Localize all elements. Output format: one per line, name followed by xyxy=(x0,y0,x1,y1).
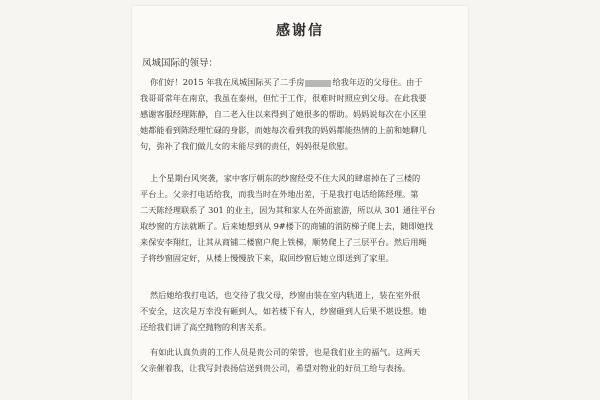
letter-paper xyxy=(132,6,468,400)
letter-line: 还给我们讲了高空抛物的利害关系。 xyxy=(140,322,272,332)
letter-line: 取纱窗的方法就断了。后来她想到从 9#楼下的商铺的消防梯子爬上去，随即她找 xyxy=(140,221,434,231)
letter-line-text: 你们好！2015 年我在凤城国际买了二手房 xyxy=(150,77,305,87)
letter-line: 她都能看到陈经理忙碌的身影，而她每次看到我的妈妈都能热情的上前和她聊几 xyxy=(140,125,427,135)
letter-line: 父亲催着我，让我写封表扬信送到贵公司，希望对物业的好员工给与表扬。 xyxy=(140,363,411,373)
letter-line: 不安全，这次是万幸没有砸到人，如若楼下有人，纱窗砸到人后果不堪设想。她 xyxy=(140,306,427,316)
letter-line: 二天陈经理联系了 301 的业主，因为其和家人在外面旅游，所以从 301 通往平台 xyxy=(140,205,436,215)
letter-salutation: 凤城国际的领导： xyxy=(142,58,219,69)
letter-line: 我哥哥常年在南京，我虽在泰州，但忙于工作，很难时时照应到父母。在此我要 xyxy=(140,93,427,103)
letter-line: 平台上。父亲打电话给我，而我当时在外地出差，于是我打电话给陈经理。第 xyxy=(140,189,419,199)
letter-line: 句，弥补了我们做儿女的未能尽到的责任，妈妈很是欣慰。 xyxy=(140,141,353,151)
redaction-block xyxy=(305,80,331,87)
letter-line: 有如此认真负责的工作人员是贵公司的荣誉，也是我们业主的福气。这两天 xyxy=(150,347,421,357)
letter-line: 上个星期台风突袭，家中客厅朝东的纱窗经受不住大风的肆虐掉在了三楼的 xyxy=(150,173,421,183)
letter-body xyxy=(132,6,468,400)
letter-line: 子将纱窗固定好，从楼上慢慢放下来，取回纱窗后她立即送到了家里。 xyxy=(140,253,394,263)
letter-line: 来保安李翔红，让其从商铺二楼窗户爬上铁梯，顺势爬上了三层平台。然后用绳 xyxy=(140,237,427,247)
letter-line xyxy=(150,77,423,87)
letter-line-text: 给我年迈的父母住。由于 xyxy=(332,77,423,87)
letter-line: 感谢客服经理陈静，自二老入住以来得到了她很多的帮助。妈妈说每次在小区里 xyxy=(140,109,427,119)
letter-title: 感谢信 xyxy=(276,23,324,39)
letter-line: 然后她给我打电话，也交待了我父母，纱窗由装在室内轨道上，装在室外很 xyxy=(150,290,421,300)
